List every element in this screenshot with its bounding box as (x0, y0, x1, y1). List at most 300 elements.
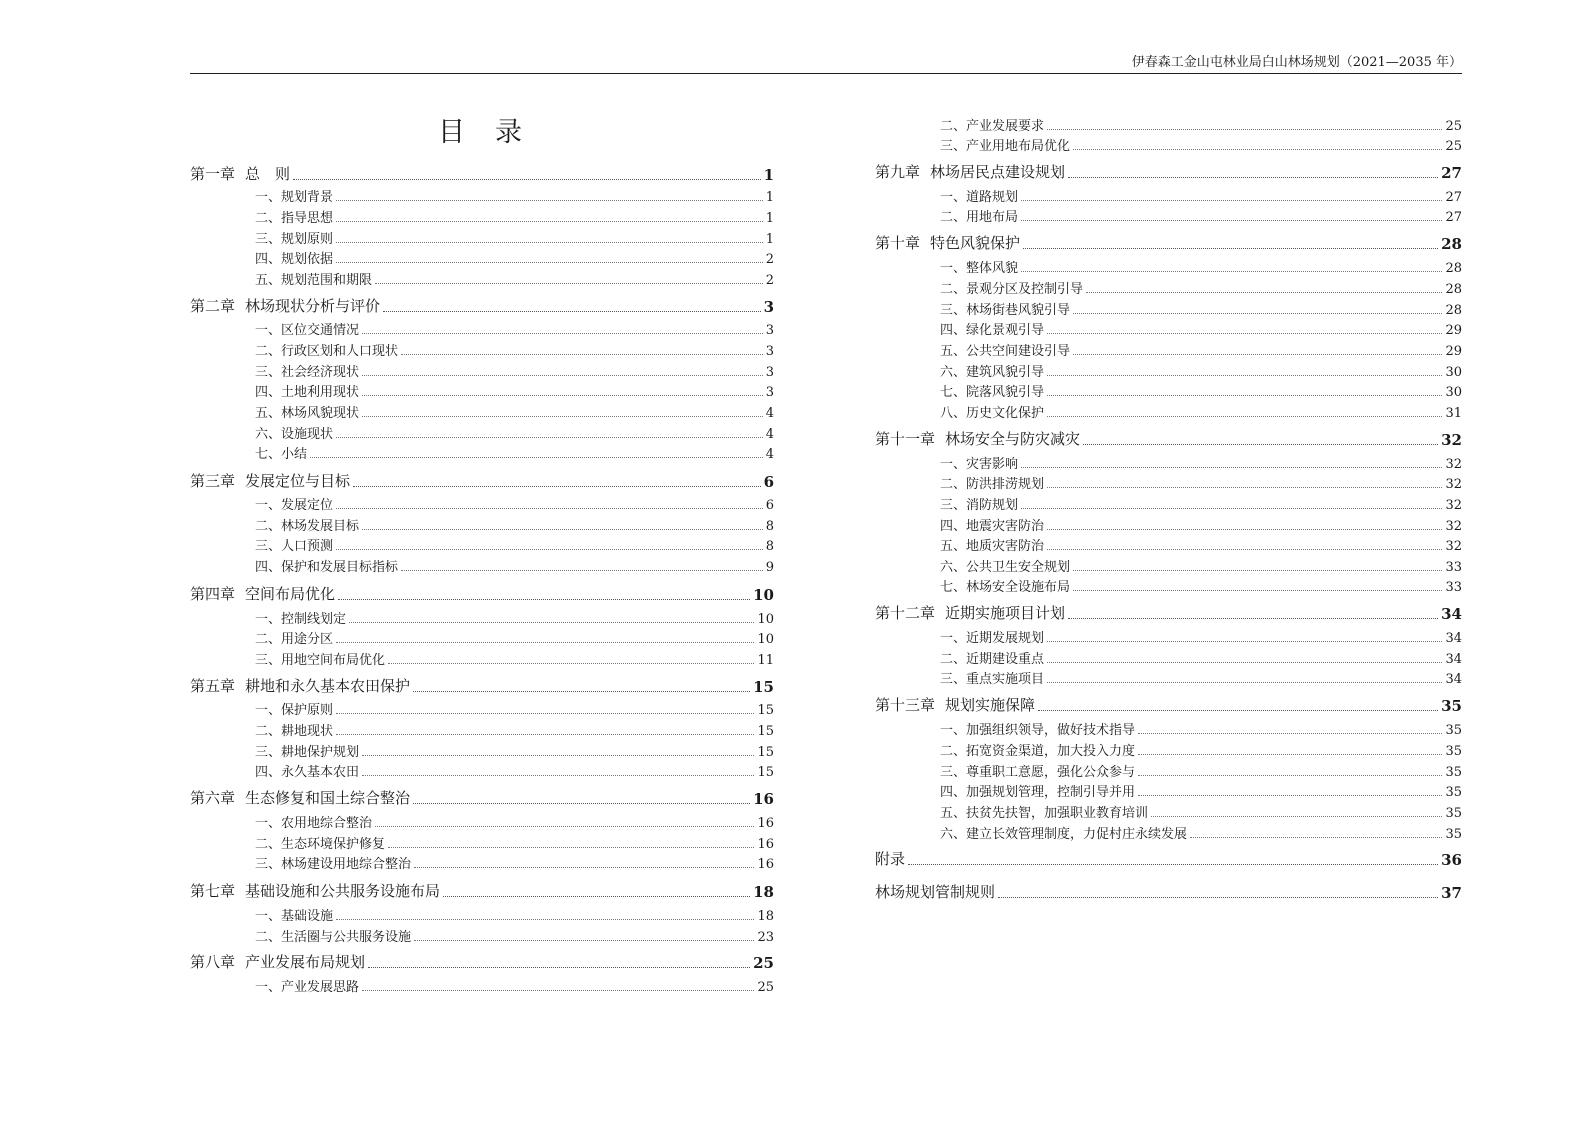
toc-section-entry[interactable] (190, 721, 774, 739)
toc-section-entry[interactable] (190, 854, 774, 872)
section-label: 四、加强规划管理，控制引导并用 (940, 785, 1136, 800)
page-number: 18 (753, 883, 774, 901)
page-number: 3 (765, 344, 774, 359)
page-number: 32 (1445, 457, 1462, 472)
page-number: 18 (757, 909, 774, 924)
dot-leader (1068, 177, 1438, 178)
section-title (940, 781, 1135, 800)
dot-leader (362, 395, 763, 396)
toc-section-entry[interactable] (190, 403, 774, 421)
page-number: 28 (1445, 282, 1462, 297)
page-number: 35 (1445, 827, 1462, 842)
dot-leader (1138, 754, 1442, 755)
section-label: 六、建筑风貌引导 (940, 365, 1045, 380)
toc-section-entry[interactable] (190, 629, 774, 647)
dot-leader (1047, 529, 1442, 530)
page-number: 27 (1445, 190, 1462, 205)
toc-section-entry[interactable] (190, 229, 774, 247)
section-label: 二、产业发展要求 (940, 119, 1045, 134)
section-title (940, 361, 1044, 380)
toc-section-entry[interactable] (875, 474, 1462, 492)
section-title (255, 361, 359, 380)
toc-section-entry[interactable] (875, 803, 1462, 821)
dot-leader (362, 990, 754, 991)
chapter-title (190, 675, 410, 696)
section-title (940, 515, 1044, 534)
page-number: 1 (763, 166, 774, 184)
toc-section-entry[interactable] (190, 834, 774, 852)
section-title (255, 761, 359, 780)
chapter-title (190, 295, 380, 316)
toc-section-entry[interactable] (190, 320, 774, 338)
section-title (255, 926, 411, 945)
section-label: 二、生活圈与公共服务设施 (255, 930, 412, 945)
section-label: 二、用地布局 (940, 210, 1019, 225)
dot-leader (338, 599, 750, 600)
toc-section-entry[interactable] (875, 824, 1462, 842)
page-number: 32 (1445, 477, 1462, 492)
page-number: 34 (1445, 652, 1462, 667)
chapter-number: 第七章 (190, 882, 236, 900)
chapter-label: 基础设施和公共服务设施布局 (245, 882, 441, 900)
section-title (940, 319, 1044, 338)
chapter-title (190, 470, 350, 491)
toc-chapter-entry[interactable] (190, 950, 774, 972)
chapter-title (875, 602, 1065, 623)
dot-leader (1138, 733, 1442, 734)
page-number: 15 (757, 724, 774, 739)
dot-leader (362, 416, 763, 417)
dot-leader (1086, 292, 1442, 293)
chapter-number: 第五章 (190, 677, 236, 695)
page-number: 6 (763, 473, 774, 491)
chapter-title (875, 161, 1065, 182)
toc-section-entry[interactable] (875, 782, 1462, 800)
toc-section-entry[interactable] (875, 516, 1462, 534)
toc-section-entry[interactable] (190, 444, 774, 462)
section-label: 五、林场风貌现状 (255, 406, 360, 421)
dot-leader (336, 242, 763, 243)
section-title (255, 853, 411, 872)
dot-leader (336, 642, 754, 643)
dot-leader (1151, 816, 1442, 817)
chapter-title (190, 787, 410, 808)
dot-leader (368, 967, 750, 968)
section-label: 一、保护原则 (255, 703, 334, 718)
chapter-label: 林场安全与防灾减灾 (945, 430, 1081, 448)
toc-section-entry[interactable] (875, 720, 1462, 738)
dot-leader (353, 486, 761, 487)
toc-section-entry[interactable] (190, 516, 774, 534)
dot-leader (1083, 444, 1438, 445)
chapter-label: 空间布局优化 (245, 585, 336, 603)
toc-section-entry[interactable] (190, 813, 774, 831)
section-title (940, 340, 1070, 359)
chapter-label: 特色风貌保护 (930, 234, 1021, 252)
page-number: 4 (765, 447, 774, 462)
section-label: 二、用途分区 (255, 632, 334, 647)
page-number: 2 (765, 252, 774, 267)
dot-leader (362, 375, 763, 376)
chapter-number: 第十三章 (875, 696, 936, 714)
page-number: 15 (757, 745, 774, 760)
section-label: 一、加强组织领导，做好技术指导 (940, 723, 1136, 738)
section-title (255, 720, 333, 739)
page-number: 3 (763, 298, 774, 316)
dot-leader (1021, 271, 1442, 272)
toc-section-entry[interactable] (190, 650, 774, 668)
section-title (255, 443, 307, 462)
section-label: 三、耕地保护规划 (255, 745, 360, 760)
dot-leader (401, 570, 763, 571)
dot-leader (1047, 662, 1442, 663)
section-label: 三、产业用地布局优化 (940, 139, 1071, 154)
section-label: 一、规划背景 (255, 190, 334, 205)
dot-leader (414, 940, 754, 941)
toc-chapter-entry[interactable] (190, 469, 774, 491)
toc-section-entry[interactable] (875, 628, 1462, 646)
section-label: 六、公共卫生安全规划 (940, 560, 1071, 575)
page-number: 15 (757, 765, 774, 780)
chapter-label: 总 则 (245, 165, 291, 183)
section-label: 三、用地空间布局优化 (255, 653, 386, 668)
toc-section-entry[interactable] (875, 557, 1462, 575)
dot-leader (1047, 487, 1442, 488)
toc-section-entry[interactable] (875, 341, 1462, 359)
section-title (940, 299, 1070, 318)
page-number: 8 (765, 519, 774, 534)
toc-section-entry[interactable] (190, 270, 774, 288)
section-label: 五、规划范围和期限 (255, 273, 373, 288)
section-title (940, 740, 1135, 759)
section-label: 七、林场安全设施布局 (940, 580, 1071, 595)
section-title (940, 648, 1044, 667)
toc-section-entry[interactable] (190, 762, 774, 780)
section-title (940, 135, 1070, 154)
toc-section-entry[interactable] (190, 362, 774, 380)
page-number: 37 (1441, 884, 1462, 902)
toc-chapter-entry[interactable] (875, 160, 1462, 182)
chapter-number: 第八章 (190, 953, 236, 971)
section-label: 二、景观分区及控制引导 (940, 282, 1084, 297)
toc-chapter-entry[interactable] (190, 294, 774, 316)
chapter-label: 林场规划管制规则 (875, 883, 996, 901)
section-title (940, 668, 1044, 687)
toc-section-entry[interactable] (190, 424, 774, 442)
section-label: 三、林场街巷风貌引导 (940, 303, 1071, 318)
toc-section-entry[interactable] (190, 208, 774, 226)
section-title (940, 823, 1187, 842)
section-label: 一、区位交通情况 (255, 323, 360, 338)
section-title (255, 628, 333, 647)
page-number: 2 (765, 273, 774, 288)
dot-leader (413, 803, 750, 804)
section-label: 二、指导思想 (255, 211, 334, 226)
toc-section-entry[interactable] (875, 649, 1462, 667)
page-number: 10 (753, 586, 774, 604)
chapter-label: 林场现状分析与评价 (245, 297, 381, 315)
section-label: 一、灾害影响 (940, 457, 1019, 472)
section-label: 三、规划原则 (255, 232, 334, 247)
toc-section-entry[interactable] (875, 116, 1462, 134)
dot-leader (349, 622, 754, 623)
chapter-label: 规划实施保障 (945, 696, 1036, 714)
dot-leader (375, 826, 754, 827)
chapter-label: 生态修复和国土综合整治 (245, 789, 411, 807)
page-number: 35 (1445, 765, 1462, 780)
toc-chapter-entry[interactable] (190, 162, 774, 184)
toc-chapter-entry[interactable] (190, 674, 774, 696)
section-title (940, 719, 1135, 738)
page-number: 29 (1445, 344, 1462, 359)
chapter-title (190, 163, 290, 184)
section-title (255, 207, 333, 226)
chapter-number: 第十一章 (875, 430, 936, 448)
toc-chapter-entry[interactable] (875, 880, 1462, 902)
toc-title: 目录 (438, 117, 552, 148)
section-title (255, 812, 372, 831)
page-number: 15 (757, 703, 774, 718)
toc-section-entry[interactable] (875, 300, 1462, 318)
page-number: 28 (1445, 261, 1462, 276)
dot-leader (336, 508, 763, 509)
section-label: 三、社会经济现状 (255, 365, 360, 380)
toc-section-entry[interactable] (875, 536, 1462, 554)
dot-leader (336, 437, 763, 438)
page-number: 1 (765, 211, 774, 226)
page-number: 25 (757, 980, 774, 995)
toc-section-entry[interactable] (875, 258, 1462, 276)
dot-leader (1138, 775, 1442, 776)
page-number: 16 (757, 816, 774, 831)
page-number: 25 (1445, 119, 1462, 134)
chapter-number: 第十二章 (875, 604, 936, 622)
toc-section-entry[interactable] (190, 906, 774, 924)
section-label: 一、整体风貌 (940, 261, 1019, 276)
toc-section-entry[interactable] (875, 403, 1462, 421)
section-title (255, 976, 359, 995)
section-label: 四、地震灾害防治 (940, 519, 1045, 534)
chapter-label: 附录 (875, 850, 906, 868)
section-title (255, 741, 359, 760)
chapter-title (190, 583, 335, 604)
section-title (255, 649, 385, 668)
dot-leader (310, 457, 763, 458)
dot-leader (336, 734, 754, 735)
toc-section-entry[interactable] (190, 742, 774, 760)
toc-section-entry[interactable] (190, 927, 774, 945)
page-number: 35 (1445, 785, 1462, 800)
toc-section-entry[interactable] (875, 320, 1462, 338)
toc-section-entry[interactable] (875, 762, 1462, 780)
dot-leader (1021, 508, 1442, 509)
chapter-label: 产业发展布局规划 (245, 953, 366, 971)
dot-leader (362, 755, 754, 756)
toc-section-entry[interactable] (190, 382, 774, 400)
dot-leader (1047, 416, 1442, 417)
section-title (255, 833, 385, 852)
chapter-title (875, 881, 995, 902)
chapter-title (190, 951, 365, 972)
section-label: 三、消防规划 (940, 498, 1019, 513)
section-title (255, 905, 333, 924)
page-number: 16 (757, 837, 774, 852)
page-number: 25 (1445, 139, 1462, 154)
dot-leader (1038, 710, 1438, 711)
page-number: 32 (1445, 539, 1462, 554)
chapter-number: 第三章 (190, 472, 236, 490)
dot-leader (1073, 570, 1442, 571)
toc-chapter-entry[interactable] (190, 582, 774, 604)
page-number: 1 (765, 190, 774, 205)
section-label: 二、林场发展目标 (255, 519, 360, 534)
toc-chapter-entry[interactable] (190, 786, 774, 808)
dot-leader (336, 221, 763, 222)
toc-chapter-entry[interactable] (875, 693, 1462, 715)
dot-leader (362, 775, 754, 776)
page-number: 35 (1441, 697, 1462, 715)
section-title (940, 576, 1070, 595)
section-title (255, 186, 333, 205)
page-number: 31 (1445, 406, 1462, 421)
toc-chapter-entry[interactable] (875, 847, 1462, 869)
section-label: 六、设施现状 (255, 427, 334, 442)
toc-section-entry[interactable] (875, 362, 1462, 380)
dot-leader (401, 354, 763, 355)
section-label: 三、尊重职工意愿，强化公众参与 (940, 765, 1136, 780)
section-title (940, 206, 1018, 225)
section-title (940, 115, 1044, 134)
section-label: 四、永久基本农田 (255, 765, 360, 780)
toc-section-entry[interactable] (190, 536, 774, 554)
page-number: 6 (765, 498, 774, 513)
section-title (255, 269, 372, 288)
dot-leader (1190, 837, 1442, 838)
section-title (255, 699, 333, 718)
toc-section-entry[interactable] (190, 977, 774, 995)
toc-section-entry[interactable] (875, 495, 1462, 513)
section-title (255, 515, 359, 534)
toc-section-entry[interactable] (190, 609, 774, 627)
dot-leader (1047, 395, 1442, 396)
section-title (255, 423, 333, 442)
section-title (940, 381, 1044, 400)
section-label: 二、防洪排涝规划 (940, 477, 1045, 492)
chapter-title (875, 232, 1020, 253)
section-label: 一、基础设施 (255, 909, 334, 924)
dot-leader (336, 200, 763, 201)
section-label: 二、近期建设重点 (940, 652, 1045, 667)
dot-leader (414, 867, 754, 868)
toc-section-entry[interactable] (190, 341, 774, 359)
page-number: 11 (757, 653, 774, 668)
chapter-label: 耕地和永久基本农田保护 (245, 677, 411, 695)
toc-section-entry[interactable] (875, 136, 1462, 154)
section-title (940, 494, 1018, 513)
toc-section-entry[interactable] (875, 207, 1462, 225)
section-label: 三、人口预测 (255, 539, 334, 554)
header-divider (190, 73, 1462, 74)
toc-section-entry[interactable] (875, 741, 1462, 759)
chapter-title (875, 848, 905, 869)
dot-leader (443, 896, 750, 897)
section-label: 二、耕地现状 (255, 724, 334, 739)
toc-chapter-entry[interactable] (875, 231, 1462, 253)
toc-section-entry[interactable] (875, 382, 1462, 400)
toc-section-entry[interactable] (875, 669, 1462, 687)
dot-leader (1068, 618, 1438, 619)
section-title (940, 186, 1018, 205)
page-number: 36 (1441, 851, 1462, 869)
toc-section-entry[interactable] (190, 187, 774, 205)
toc-section-entry[interactable] (875, 454, 1462, 472)
page-number: 3 (765, 365, 774, 380)
page-number: 27 (1445, 210, 1462, 225)
page-number: 28 (1441, 235, 1462, 253)
toc-section-entry[interactable] (875, 187, 1462, 205)
section-title (940, 402, 1044, 421)
toc-section-entry[interactable] (190, 557, 774, 575)
dot-leader (375, 283, 763, 284)
dot-leader (336, 919, 754, 920)
section-title (940, 556, 1070, 575)
dot-leader (336, 549, 763, 550)
chapter-number: 第六章 (190, 789, 236, 807)
section-label: 二、拓宽资金渠道，加大投入力度 (940, 744, 1136, 759)
toc-section-entry[interactable] (875, 577, 1462, 595)
dot-leader (908, 864, 1438, 865)
toc-chapter-entry[interactable] (875, 601, 1462, 623)
toc-section-entry[interactable] (190, 249, 774, 267)
chapter-title (190, 880, 440, 901)
page-number: 23 (757, 930, 774, 945)
section-label: 二、生态环境保护修复 (255, 837, 386, 852)
chapter-number: 第四章 (190, 585, 236, 603)
section-title (255, 535, 333, 554)
chapter-label: 发展定位与目标 (245, 472, 351, 490)
page-number: 28 (1445, 303, 1462, 318)
dot-leader (1021, 467, 1442, 468)
dot-leader (293, 179, 761, 180)
toc-chapter-entry[interactable] (190, 879, 774, 901)
page-number: 34 (1445, 631, 1462, 646)
chapter-title (875, 428, 1080, 449)
page-number: 3 (765, 385, 774, 400)
page-number: 35 (1445, 744, 1462, 759)
section-label: 四、土地利用现状 (255, 385, 360, 400)
page-number: 34 (1441, 605, 1462, 623)
toc-section-entry[interactable] (190, 495, 774, 513)
toc-section-entry[interactable] (190, 700, 774, 718)
dot-leader (1047, 549, 1442, 550)
dot-leader (1073, 354, 1442, 355)
section-title (255, 494, 333, 513)
section-title (255, 381, 359, 400)
section-title (940, 453, 1018, 472)
page-number: 27 (1441, 164, 1462, 182)
page-number: 35 (1445, 806, 1462, 821)
toc-section-entry[interactable] (875, 279, 1462, 297)
section-title (940, 473, 1044, 492)
section-label: 五、扶贫先扶智，加强职业教育培训 (940, 806, 1149, 821)
section-label: 七、小结 (255, 447, 308, 462)
toc-chapter-entry[interactable] (875, 427, 1462, 449)
running-header-title: 伊春森工金山屯林业局白山林场规划（2021—2035 年） (1131, 55, 1462, 70)
dot-leader (388, 847, 754, 848)
section-title (940, 627, 1044, 646)
page-number: 10 (757, 612, 774, 627)
section-label: 一、近期发展规划 (940, 631, 1045, 646)
